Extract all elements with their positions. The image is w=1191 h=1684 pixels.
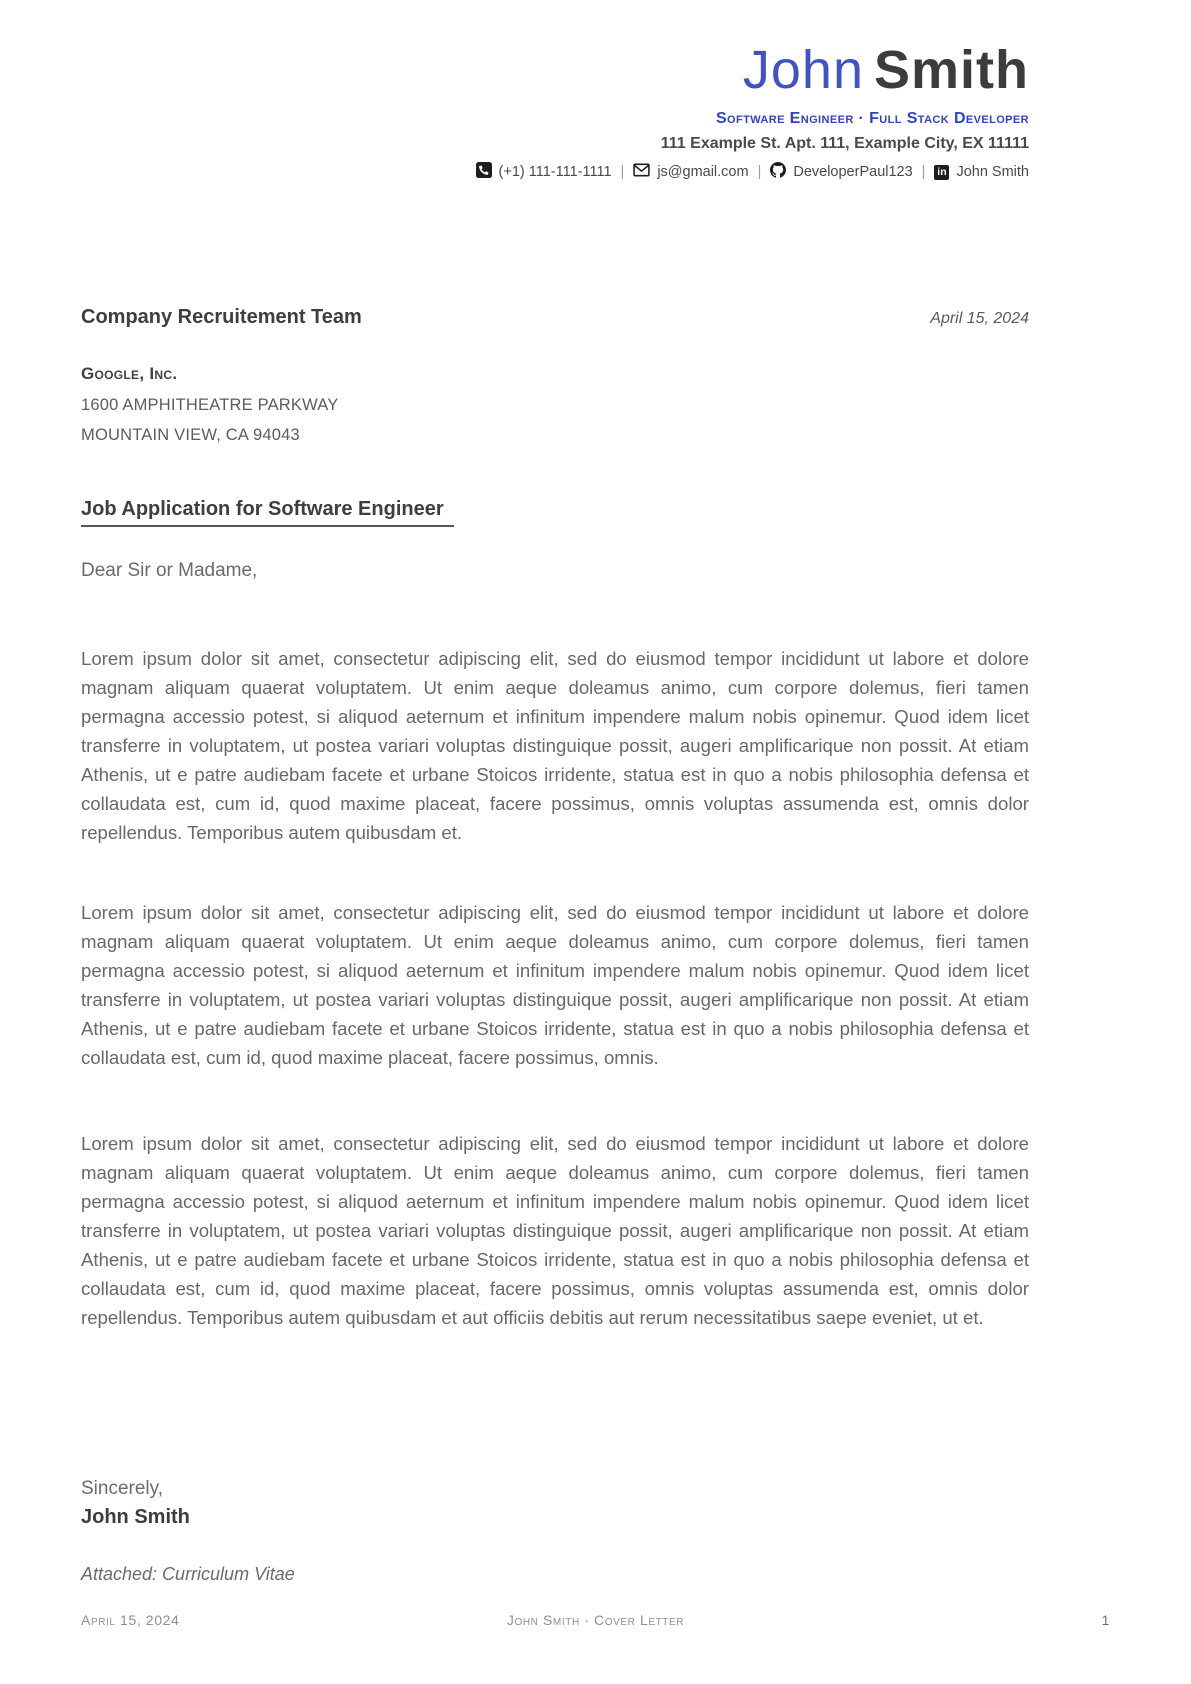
letter-subject bbox=[81, 498, 454, 527]
footer-center: John Smith · Cover Letter bbox=[506, 1612, 685, 1628]
github-icon bbox=[770, 162, 786, 182]
linkedin-icon: in bbox=[934, 165, 949, 180]
page-number: 1 bbox=[1101, 1612, 1110, 1628]
person-name bbox=[81, 40, 1029, 100]
recipient-company: Google, Inc. bbox=[81, 364, 178, 383]
page-footer bbox=[81, 1612, 1110, 1628]
email-address[interactable]: js@gmail.com bbox=[657, 164, 749, 180]
header-address: 111 Example St. Apt. 111, Example City, EX 11111 bbox=[660, 135, 1029, 152]
header bbox=[81, 40, 1029, 182]
recipient-name: Company Recruitement Team bbox=[81, 306, 362, 328]
phone-number[interactable]: (+1) 111-111-1111 bbox=[498, 164, 612, 180]
letter-subject-text: Job Application for Software Engineer bbox=[81, 498, 454, 527]
recipient-address-line2: MOUNTAIN VIEW, CA 94043 bbox=[81, 426, 300, 444]
recipient-address-line1: 1600 AMPHITHEATRE PARKWAY bbox=[81, 396, 339, 414]
body-paragraph: Lorem ipsum dolor sit amet, consectetur adipiscing elit, sed do eiusmod tempor incididunt ut labore et dolore magnam aliquam quaerat voluptatem. Ut enim aeque doleamus animo, cum corpore dolemus, fieri tamen permagna accessio potest, si aliquod aeternum et infinitum impendere malum nobis opinemur. Quod idem licet transferre in voluptatem, ut postea variari voluptas distinguique possit, augeri amplificarique non possit. At etiam Athenis, ut e patre audiebam facete et urbane Stoicos irridente, statua est in quo a nobis philosophia defensa et collaudata est, cum id, quod maxime placeat, facere possimus, omnis voluptas assumenda est, omnis dolor repellendus. Temporibus autem quibusdam et aut officiis debitis aut rerum necessitatibus saepe eveniet, ut et. bbox=[81, 1133, 1029, 1328]
closing: Sincerely, bbox=[81, 1478, 164, 1499]
greeting: Dear Sir or Madame, bbox=[81, 560, 258, 581]
body-paragraph: Lorem ipsum dolor sit amet, consectetur adipiscing elit, sed do eiusmod tempor incididunt ut labore et dolore magnam aliquam quaerat voluptatem. Ut enim aeque doleamus animo, cum corpore dolemus, fieri tamen permagna accessio potest, si aliquod aeternum et infinitum impendere malum nobis opinemur. Quod idem licet transferre in voluptatem, ut postea variari voluptas distinguique possit, augeri amplificarique non possit. At etiam Athenis, ut e patre audiebam facete et urbane Stoicos irridente, statua est in quo a nobis philosophia defensa et collaudata est, cum id, quod maxime placeat, facere possimus, omnis. bbox=[81, 902, 1029, 1068]
attachment-note: Attached: Curriculum Vitae bbox=[81, 1564, 295, 1584]
signature-name: John Smith bbox=[81, 1506, 190, 1528]
letter-date: April 15, 2024 bbox=[930, 310, 1029, 327]
contact-line bbox=[81, 162, 1029, 182]
linkedin-name[interactable]: John Smith bbox=[956, 164, 1029, 180]
contact-separator: | bbox=[757, 164, 762, 180]
first-name: John bbox=[742, 40, 864, 100]
github-username[interactable]: DeveloperPaul123 bbox=[793, 164, 913, 180]
contact-separator: | bbox=[921, 164, 926, 180]
footer-date: April 15, 2024 bbox=[81, 1612, 180, 1628]
body-paragraph: Lorem ipsum dolor sit amet, consectetur adipiscing elit, sed do eiusmod tempor incididunt ut labore et dolore magnam aliquam quaerat voluptatem. Ut enim aeque doleamus animo, cum corpore dolemus, fieri tamen permagna accessio potest, si aliquod aeternum et infinitum impendere malum nobis opinemur. Quod idem licet transferre in voluptatem, ut postea variari voluptas distinguique possit, augeri amplificarique non possit. At etiam Athenis, ut e patre audiebam facete et urbane Stoicos irridente, statua est in quo a nobis philosophia defensa et collaudata est, cum id, quod maxime placeat, facere possimus, omnis voluptas assumenda est, omnis dolor repellendus. Temporibus autem quibusdam et. bbox=[81, 648, 1029, 843]
position-subtitle: Software Engineer · Full Stack Developer bbox=[715, 110, 1029, 127]
contact-separator: | bbox=[620, 164, 625, 180]
phone-icon bbox=[476, 162, 492, 182]
recipient-row bbox=[81, 306, 1029, 329]
email-icon bbox=[633, 163, 650, 181]
last-name: Smith bbox=[873, 40, 1029, 100]
